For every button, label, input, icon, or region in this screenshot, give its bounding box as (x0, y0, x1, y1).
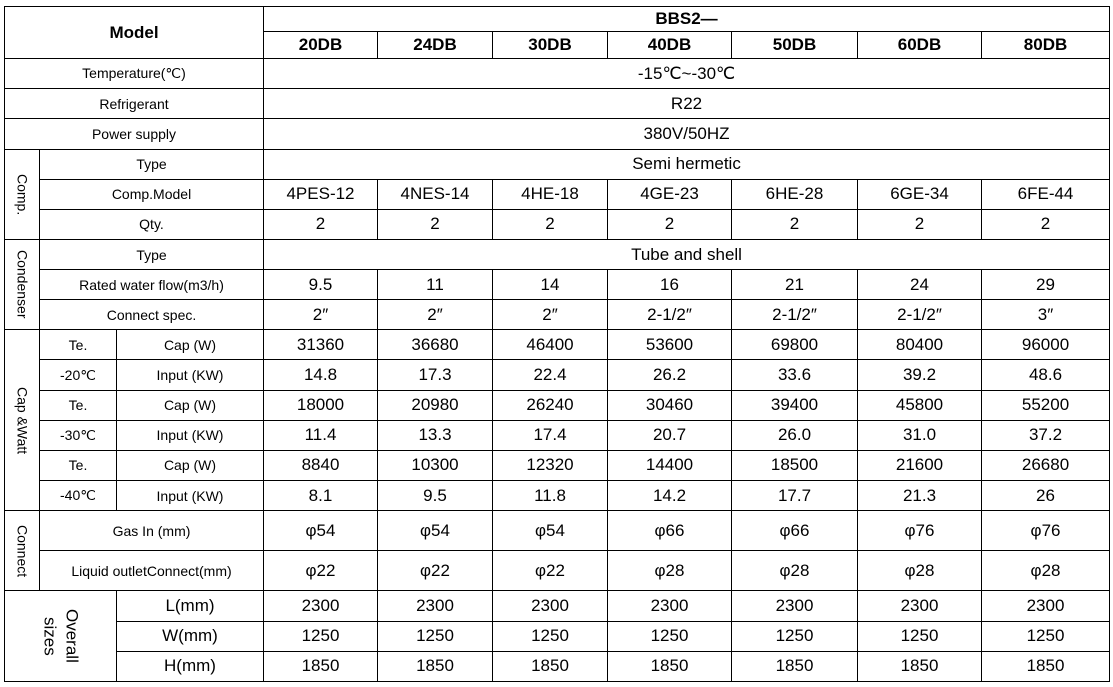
overall-line-1: Overall (62, 609, 82, 664)
model-name: 80DB (982, 32, 1110, 59)
row-label: W(mm) (117, 621, 264, 651)
cell: 2 (493, 209, 608, 239)
te-temp-label: -40℃ (40, 480, 117, 510)
cell: 16 (608, 270, 732, 300)
cell: 2300 (264, 591, 378, 621)
length-row (5, 591, 1110, 621)
cell: 12320 (493, 450, 608, 480)
cell: φ66 (732, 511, 858, 551)
capwatt-group-label (5, 330, 40, 511)
cell: 21.3 (858, 480, 982, 510)
connect-group-text: Connect (14, 524, 31, 577)
cap-row (5, 390, 1110, 420)
row-label: Gas In (mm) (40, 511, 264, 551)
te-label: Te. (40, 450, 117, 480)
cell: 1250 (493, 621, 608, 651)
comp-model-row (5, 179, 1110, 209)
cell: 37.2 (982, 420, 1110, 450)
cell: 3″ (982, 300, 1110, 330)
cell: 1250 (264, 621, 378, 651)
cell: 2300 (982, 591, 1110, 621)
cell: φ54 (264, 511, 378, 551)
cell: 8840 (264, 450, 378, 480)
cell: 2″ (264, 300, 378, 330)
cell: 4PES-12 (264, 179, 378, 209)
cell: 26240 (493, 390, 608, 420)
overall-line-2: sizes (40, 616, 60, 656)
cell: φ28 (732, 551, 858, 591)
row-label: Comp.Model (40, 179, 264, 209)
cell: 31360 (264, 330, 378, 360)
cell: 1250 (982, 621, 1110, 651)
cell: φ76 (982, 511, 1110, 551)
cell: 6GE-34 (858, 179, 982, 209)
cell: 2300 (858, 591, 982, 621)
comp-qty-row (5, 209, 1110, 239)
row-label: H(mm) (117, 651, 264, 681)
cell: 2 (732, 209, 858, 239)
cell: 14 (493, 270, 608, 300)
cell: 2 (858, 209, 982, 239)
spec-table (4, 6, 1110, 682)
cell: 2″ (493, 300, 608, 330)
cell: 2 (264, 209, 378, 239)
cell: 2 (378, 209, 493, 239)
cell: 53600 (608, 330, 732, 360)
cell: 2 (982, 209, 1110, 239)
comp-group-text: Comp. (14, 173, 31, 215)
cell: 26 (982, 480, 1110, 510)
row-label: Qty. (40, 209, 264, 239)
cell: φ22 (493, 551, 608, 591)
series-header: BBS2— (264, 7, 1110, 32)
cell: 69800 (732, 330, 858, 360)
input-row (5, 420, 1110, 450)
cell: 17.4 (493, 420, 608, 450)
gas-in-row (5, 511, 1110, 551)
capwatt-group-text: Cap &Watt (14, 386, 31, 454)
cell: 18000 (264, 390, 378, 420)
row-label: L(mm) (117, 591, 264, 621)
input-row (5, 360, 1110, 390)
cell: 21600 (858, 450, 982, 480)
cell: 39.2 (858, 360, 982, 390)
connect-group-label (5, 511, 40, 591)
power-row (5, 119, 1110, 149)
cell: 1850 (982, 651, 1110, 681)
row-label: Cap (W) (117, 330, 264, 360)
model-name: 30DB (493, 32, 608, 59)
row-label: Power supply (5, 119, 264, 149)
cell: φ66 (608, 511, 732, 551)
model-name: 40DB (608, 32, 732, 59)
cell: 31.0 (858, 420, 982, 450)
row-label: Type (40, 149, 264, 179)
cell: 4NES-14 (378, 179, 493, 209)
cell: 48.6 (982, 360, 1110, 390)
cell: 26.0 (732, 420, 858, 450)
cell: 96000 (982, 330, 1110, 360)
model-name: 24DB (378, 32, 493, 59)
row-label: Connect spec. (40, 300, 264, 330)
condenser-type-value: Tube and shell (264, 239, 1110, 269)
te-label: Te. (40, 330, 117, 360)
cell: φ54 (378, 511, 493, 551)
cell: 1250 (378, 621, 493, 651)
overall-group-label (5, 591, 117, 682)
cell: 18500 (732, 450, 858, 480)
cell: 2300 (732, 591, 858, 621)
model-name: 60DB (858, 32, 982, 59)
te-temp-label: -20℃ (40, 360, 117, 390)
cell: 2-1/2″ (858, 300, 982, 330)
cell: 6FE-44 (982, 179, 1110, 209)
row-label: Temperature(℃) (5, 59, 264, 89)
cell: 13.3 (378, 420, 493, 450)
cell: 1850 (732, 651, 858, 681)
cell: 45800 (858, 390, 982, 420)
comp-type-row (5, 149, 1110, 179)
cell: φ22 (264, 551, 378, 591)
cell: 21 (732, 270, 858, 300)
cell: 2300 (608, 591, 732, 621)
cell: 14.2 (608, 480, 732, 510)
width-row (5, 621, 1110, 651)
refrigerant-row (5, 89, 1110, 119)
cell: 55200 (982, 390, 1110, 420)
cell: 30460 (608, 390, 732, 420)
model-name: 20DB (264, 32, 378, 59)
cell: 2 (608, 209, 732, 239)
cell: 2-1/2″ (608, 300, 732, 330)
cell: 11.8 (493, 480, 608, 510)
water-flow-row (5, 270, 1110, 300)
model-name: 50DB (732, 32, 858, 59)
cell: 33.6 (732, 360, 858, 390)
cell: 1850 (378, 651, 493, 681)
condenser-group-text: Condenser (14, 250, 31, 319)
cell: 6HE-28 (732, 179, 858, 209)
temperature-row (5, 59, 1110, 89)
cell: φ22 (378, 551, 493, 591)
cell: 39400 (732, 390, 858, 420)
cell: 26.2 (608, 360, 732, 390)
cell: 24 (858, 270, 982, 300)
refrigerant-value: R22 (264, 89, 1110, 119)
cell: 46400 (493, 330, 608, 360)
cell: 14400 (608, 450, 732, 480)
row-label: Liquid outletConnect(mm) (40, 551, 264, 591)
cell: 10300 (378, 450, 493, 480)
condenser-type-row (5, 239, 1110, 269)
row-label: Input (KW) (117, 360, 264, 390)
cell: 20.7 (608, 420, 732, 450)
row-label: Refrigerant (5, 89, 264, 119)
row-label: Cap (W) (117, 390, 264, 420)
overall-group-text (5, 609, 116, 663)
cell: 9.5 (378, 480, 493, 510)
cell: 1850 (858, 651, 982, 681)
cell: 11.4 (264, 420, 378, 450)
cell: 1250 (732, 621, 858, 651)
cell: 2″ (378, 300, 493, 330)
cell: 29 (982, 270, 1110, 300)
cell: 1850 (608, 651, 732, 681)
cell: 1850 (493, 651, 608, 681)
cell: 8.1 (264, 480, 378, 510)
cell: φ28 (982, 551, 1110, 591)
liquid-outlet-row (5, 551, 1110, 591)
row-label: Rated water flow(m3/h) (40, 270, 264, 300)
cell: φ28 (858, 551, 982, 591)
cell: 2300 (493, 591, 608, 621)
cell: 14.8 (264, 360, 378, 390)
cell: 80400 (858, 330, 982, 360)
cell: 26680 (982, 450, 1110, 480)
cell: 17.3 (378, 360, 493, 390)
comp-group-label (5, 149, 40, 239)
model-header: Model (5, 7, 264, 59)
temperature-value: -15℃~-30℃ (264, 59, 1110, 89)
cell: 1850 (264, 651, 378, 681)
input-row (5, 480, 1110, 510)
cell: 4HE-18 (493, 179, 608, 209)
connect-spec-row (5, 300, 1110, 330)
condenser-group-label (5, 239, 40, 329)
cell: 1250 (858, 621, 982, 651)
row-label: Type (40, 239, 264, 269)
comp-type-value: Semi hermetic (264, 149, 1110, 179)
cap-row (5, 330, 1110, 360)
cell: 4GE-23 (608, 179, 732, 209)
cell: 36680 (378, 330, 493, 360)
te-temp-label: -30℃ (40, 420, 117, 450)
cap-row (5, 450, 1110, 480)
cell: 17.7 (732, 480, 858, 510)
cell: φ54 (493, 511, 608, 551)
row-label: Input (KW) (117, 480, 264, 510)
cell: 2-1/2″ (732, 300, 858, 330)
row-label: Cap (W) (117, 450, 264, 480)
cell: 2300 (378, 591, 493, 621)
cell: 11 (378, 270, 493, 300)
cell: 20980 (378, 390, 493, 420)
cell: φ28 (608, 551, 732, 591)
cell: 1250 (608, 621, 732, 651)
height-row (5, 651, 1110, 681)
row-label: Input (KW) (117, 420, 264, 450)
te-label: Te. (40, 390, 117, 420)
cell: 22.4 (493, 360, 608, 390)
power-value: 380V/50HZ (264, 119, 1110, 149)
cell: φ76 (858, 511, 982, 551)
cell: 9.5 (264, 270, 378, 300)
